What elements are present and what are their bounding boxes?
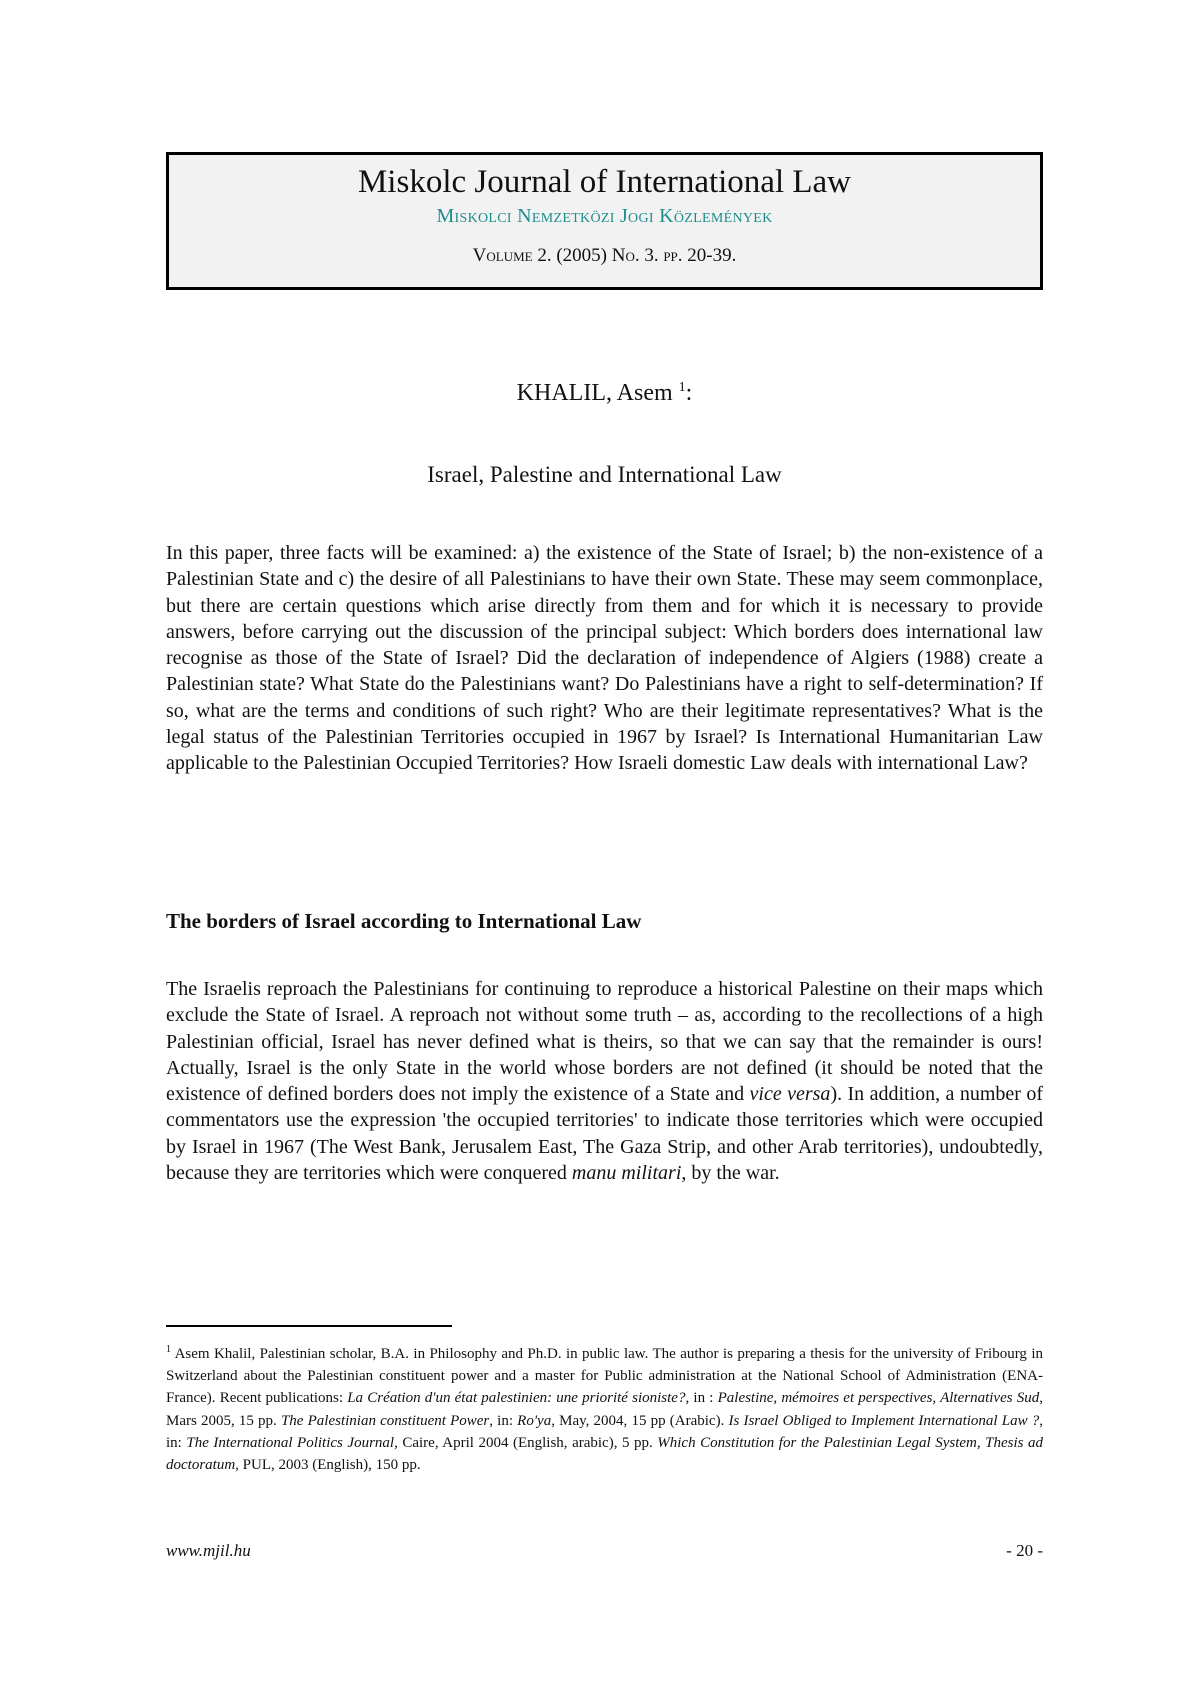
footnote-text-4: , in: <box>489 1412 518 1429</box>
footer-website-link[interactable]: www.mjil.hu <box>166 1541 251 1560</box>
footnote-italic-2: Palestine, mémoires et perspectives, Alternatives Sud <box>717 1390 1040 1407</box>
section-text-1: The Israelis reproach the Palestinians for continuing to reproduce a historical Palestine on their maps which exclude the State of Israel. A reproach not without some truth – as, according to the recollections of a high Palestinian official, Israel has never defined what is theirs, so that we can say that the remainder is ours! Actually, Israel is the only State in the world whose borders are not defined (it should be noted that the existence of defined borders does not imply the existence of a State and <box>166 978 1043 1106</box>
footnote-italic-1: La Création d'un état palestinien: une priorité sioniste? <box>347 1390 686 1407</box>
section-heading: The borders of Israel according to International Law <box>166 909 642 933</box>
footnote-separator <box>166 1325 452 1327</box>
author-footnote-ref[interactable]: 1 <box>678 380 686 395</box>
footnote-text-2: , in : <box>685 1390 718 1407</box>
section-italic-2: manu militari <box>571 1162 682 1185</box>
footnote-text-7: , Caire, April 2004 (English, arabic), 5 pp. <box>394 1434 658 1451</box>
footnote-italic-4: Ro'ya <box>517 1412 552 1429</box>
footnote-ref: 1 <box>166 1344 171 1355</box>
author-name: KHALIL, Asem <box>516 380 673 406</box>
footnote-text-5: , May, 2004, 15 pp (Arabic). <box>551 1412 729 1429</box>
journal-title: Miskolc Journal of International Law <box>357 164 852 200</box>
footnote-text-1: Asem Khalil, Palestinian scholar, B.A. in Philosophy and Ph.D. in public law. The author is preparing a thesis for the university of Fribourg in Switzerland about the Palestinian constituent power and a master for Public administration at the National School of Administration (ENA- France). Recent publications: <box>166 1346 1043 1407</box>
journal-volume: Volume 2. (2005) No. 3. pp. 20-39. <box>472 245 737 266</box>
footnote-italic-7: Which Constitution for the Palestinian Legal System, Thesis ad doctoratum <box>166 1434 1043 1474</box>
section-text-2: ). In addition, a number of commentators use the expression 'the occupied territories' to indicate those territories which were occupied by Israel in 1967 (The West Bank, Jerusalem East, The Gaza Strip, and other Arab territories), undoubtedly, because they are territories which were conquered <box>166 1083 1043 1185</box>
footnote-italic-5: Is Israel Obliged to Implement International Law ? <box>728 1412 1040 1429</box>
section-italic-1: vice versa <box>749 1083 831 1106</box>
footnote-italic-3: The Palestinian constituent Power <box>280 1412 490 1429</box>
footnote-text-8: , PUL, 2003 (English), 150 pp. <box>235 1457 421 1474</box>
footnote <box>166 1339 1043 1476</box>
intro-paragraph: In this paper, three facts will be examined: a) the existence of the State of Israel; b) the non-existence of a Palestinian State and c) the desire of all Palestinians to have their own State. These may seem commonplace, but there are certain questions which arise directly from them and for which it is necessary to provide answers, before carrying out the discussion of the principal subject: Which borders does international law recognise as those of the State of Israel? Did the declaration of independence of Algiers (1988) create a Palestinian state? What State do the Palestinians want? Do Palestinians have a right to self-determination? If so, what are the terms and conditions of such right? Who are their legitimate representatives? What is the legal status of the Palestinian Territories occupied in 1967 by Israel? Is International Humanitarian Law applicable to the Palestinian Occupied Territories? How Israeli domestic Law deals with international Law? <box>166 542 1043 775</box>
footnote-text-3: , Mars 2005, 15 pp. <box>166 1390 1043 1429</box>
footer-page-number: - 20 - <box>1006 1541 1043 1560</box>
footnote-italic-6: The International Politics Journal <box>186 1434 395 1451</box>
author-suffix: : <box>685 380 693 406</box>
footnote-text-6: , in: <box>166 1412 1043 1451</box>
journal-header-box <box>166 152 1043 290</box>
journal-subtitle: Miskolci Nemzetközi Jogi Közlemények <box>436 205 773 227</box>
section-text-3: , by the war. <box>681 1162 780 1185</box>
section-paragraph <box>166 976 1043 1186</box>
author-line <box>166 372 1043 409</box>
paper-title: Israel, Palestine and International Law <box>427 462 782 487</box>
